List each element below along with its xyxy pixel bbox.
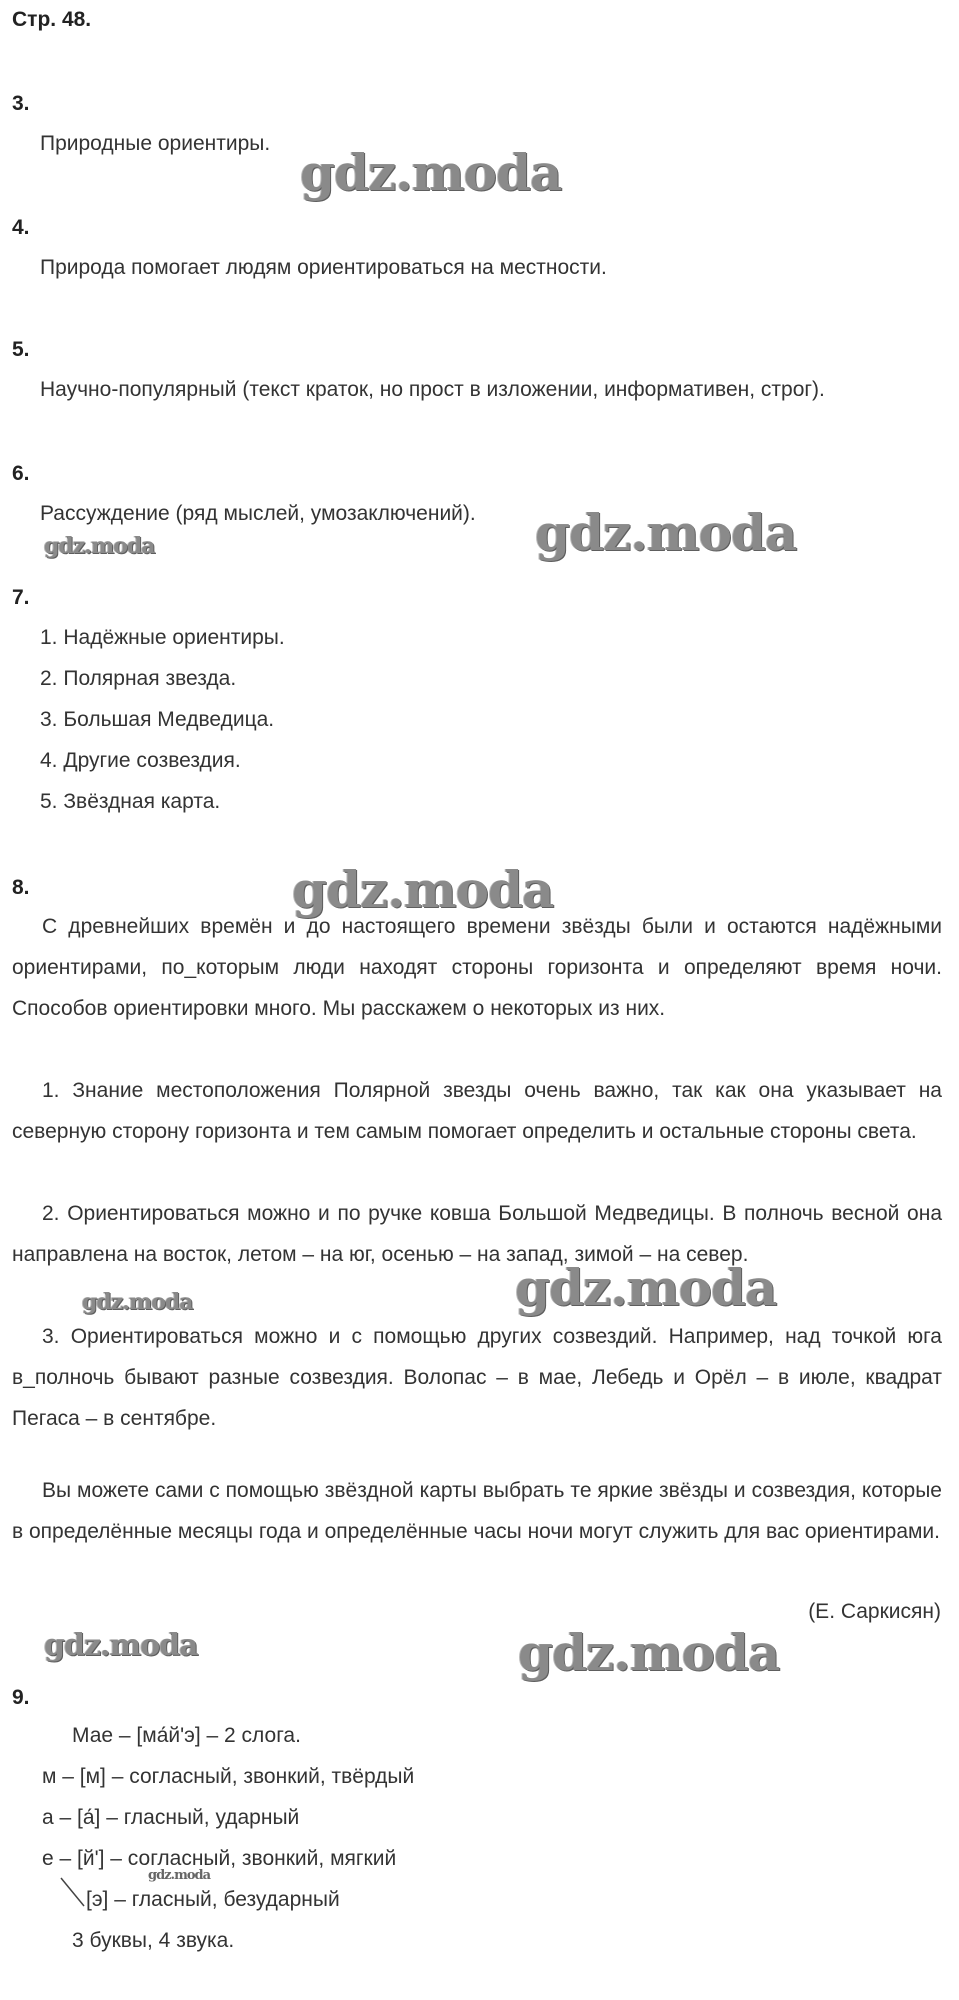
task-4-answer: Природа помогает людям ориентироваться на местности. bbox=[40, 256, 607, 279]
task-5-number: 5. bbox=[12, 338, 30, 361]
task-6-number: 6. bbox=[12, 462, 30, 485]
task-8-paragraph-3: 2. Ориентироваться можно и по ручке ковша Большой Медведицы. В полночь весной она направлена на восток, летом – на юг, осенью – на запад, зимой – на север. bbox=[12, 1202, 942, 1266]
page-title: Стр. 48. bbox=[12, 8, 92, 31]
watermark-logo: gdz.moda bbox=[518, 1623, 780, 1682]
task-7-item-5: 5. Звёздная карта. bbox=[40, 790, 221, 813]
task-9-number: 9. bbox=[12, 1686, 30, 1709]
task-8-number: 8. bbox=[12, 876, 30, 899]
watermark-logo: gdz.moda bbox=[300, 143, 562, 202]
task-7-item-4: 4. Другие созвездия. bbox=[40, 749, 241, 772]
task-8-paragraph-2: 1. Знание местоположения Полярной звезды очень важно, так как она указывает на северную сторону горизонта и тем самым помогает определить и остальные стороны света. bbox=[12, 1079, 942, 1143]
task-9-line-2: м – [м] – согласный, звонкий, твёрдый bbox=[42, 1765, 415, 1788]
task-3-number: 3. bbox=[12, 92, 30, 115]
task-7-item-2: 2. Полярная звезда. bbox=[40, 667, 237, 690]
task-3-answer: Природные ориентиры. bbox=[40, 132, 271, 155]
task-6-answer: Рассуждение (ряд мыслей, умозаключений). bbox=[40, 502, 476, 525]
task-8-paragraph-4: 3. Ориентироваться можно и с помощью других созвездий. Например, над точкой юга в_полночь бывают разные созвездия. Волопас – в мае, Лебедь и Орёл – в июле, квадрат Пегаса – в сентябре. bbox=[12, 1325, 942, 1430]
watermark-logo: gdz.moda bbox=[44, 1628, 198, 1663]
task-9-line-3: а – [а́] – гласный, ударный bbox=[42, 1806, 300, 1829]
task-8-paragraph-5: Вы можете сами с помощью звёздной карты выбрать те яркие звёзды и созвездия, которые в определённые месяцы года и определённые часы ночи могут служить для вас ориентирами. bbox=[12, 1479, 942, 1543]
task-9-line-4: е – [й'] – согласный, звонкий, мягкий bbox=[42, 1847, 397, 1870]
watermark-logo: gdz.moda bbox=[515, 1258, 777, 1317]
watermark-logo: gdz.moda bbox=[535, 503, 797, 562]
watermark-logo: gdz.moda bbox=[44, 533, 155, 559]
branch-line bbox=[58, 1876, 88, 1910]
task-4-number: 4. bbox=[12, 216, 30, 239]
task-7-item-3: 3. Большая Медведица. bbox=[40, 708, 275, 731]
task-9-line-1: Мае – [ма́й'э] – 2 слога. bbox=[72, 1724, 301, 1747]
task-9-line-6: 3 буквы, 4 звука. bbox=[72, 1929, 235, 1952]
watermark-logo: gdz.moda bbox=[148, 1868, 211, 1883]
task-8-author: (Е. Саркисян) bbox=[808, 1600, 941, 1623]
watermark-logo: gdz.moda bbox=[292, 860, 554, 919]
task-9-line-5: [э] – гласный, безударный bbox=[86, 1888, 340, 1911]
watermark-logo: gdz.moda bbox=[82, 1289, 193, 1315]
task-7-number: 7. bbox=[12, 586, 30, 609]
task-5-answer: Научно-популярный (текст краток, но прост в изложении, информативен, строг). bbox=[40, 378, 825, 401]
task-7-item-1: 1. Надёжные ориентиры. bbox=[40, 626, 285, 649]
task-8-paragraph-1: С древнейших времён и до настоящего времени звёзды были и остаются надёжными ориентирами, по_которым люди находят стороны горизонта и определяют время ночи. Способов ориентировки много. Мы расскажем о некоторых из них. bbox=[12, 915, 942, 1020]
